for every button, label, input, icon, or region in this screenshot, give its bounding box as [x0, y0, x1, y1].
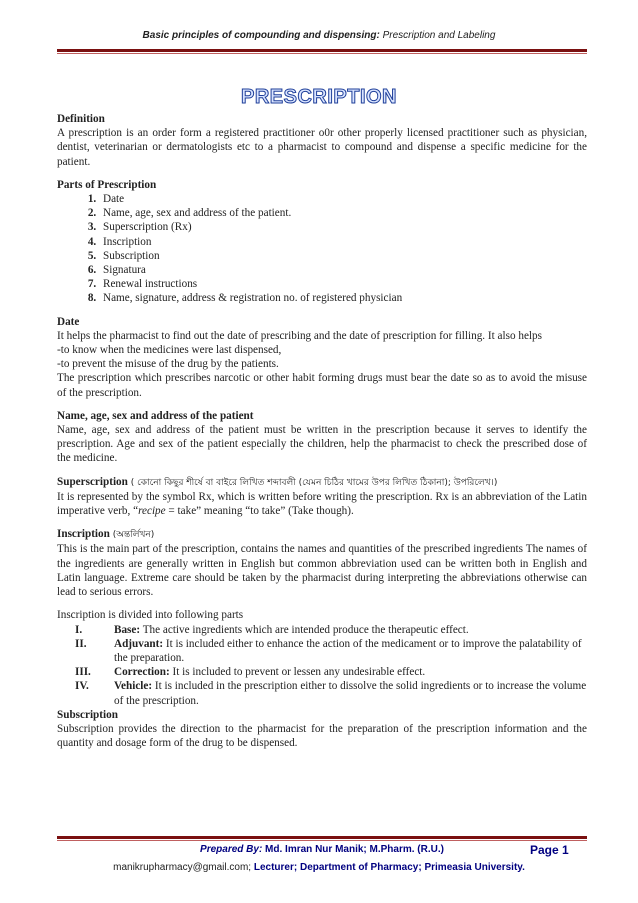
subscription-text: Subscription provides the direction to the pharmacist for the preparation of the prescription information and the quantity and dosage form of the drug to be dispensed.	[57, 722, 587, 750]
item-text: It is included to prevent or lessen any undesirable effect.	[169, 666, 426, 679]
item-number: II.	[75, 637, 87, 650]
page-title: PRESCRIPTION	[240, 86, 398, 108]
item-label: Vehicle:	[114, 680, 153, 693]
superscription-bengali: ( কোনো কিছুর শীর্ষে বা বাইরে লিখিত শব্দাবলী (যেমন চিঠির খামের উপর লিখিত ঠিকানা); উপরিলেখ।)	[127, 477, 498, 488]
list-item	[57, 637, 587, 665]
header-bold: Basic principles of compounding and dispensing:	[142, 30, 380, 41]
date-heading: Date	[57, 315, 80, 328]
inscription-heading-line	[57, 527, 587, 542]
date-line-1: It helps the pharmacist to find out the date of prescribing and the date of prescription for filling. It also helps	[57, 329, 542, 342]
superscription-text	[57, 490, 587, 518]
item-label: Correction:	[114, 666, 170, 679]
inscription-paragraph: This is the main part of the prescription, contains the names and quantities of the prescribed ingredients The names of the ingredients are generally written in English but common abbreviation used can be written both in English and Latin language. Extreme care should be taken by the pharmacist during interpreting the abbreviations otherwise can lead to serious errors.	[57, 543, 587, 599]
item-text: The active ingredients which are intended produce the therapeutic effect.	[140, 623, 469, 636]
definition-heading: Definition	[57, 113, 105, 125]
date-line-2: -to know when the medicines were last dispensed,	[57, 344, 282, 357]
prepared-name: Md. Imran Nur Manik; M.Pharm. (R.U.)	[262, 844, 444, 855]
header-rule-thin	[57, 53, 587, 54]
inscription-heading: Inscription	[57, 528, 110, 541]
patient-heading: Name, age, sex and address of the patient	[57, 409, 254, 422]
list-item	[57, 623, 587, 637]
document-body	[57, 112, 587, 750]
superscription-heading: Superscription	[57, 475, 128, 488]
item-number: IV.	[75, 680, 89, 693]
parts-list	[57, 192, 587, 306]
superscription-heading-line	[57, 475, 587, 490]
list-item: 8. Name, signature, address & registration no. of registered physician	[99, 291, 587, 305]
header-rest: Prescription and Labeling	[379, 30, 496, 41]
footer-org: Lecturer; Department of Pharmacy; Primeasia University.	[251, 862, 525, 873]
list-item: 6. Signatura	[99, 263, 587, 277]
item-number: III.	[75, 666, 91, 679]
superscription-text-b: = take” meaning “to take” (Take though).	[165, 505, 354, 518]
item-text: It is included either to enhance the action of the medicament or to improve the palatability of the preparation.	[114, 637, 582, 664]
inscription-parts-intro: Inscription is divided into following parts	[57, 609, 244, 622]
date-line-4: The prescription which prescribes narcotic or other habit forming drugs must bear the date so as to avoid the misuse of the prescription.	[57, 372, 587, 399]
list-item: 5. Subscription	[99, 249, 587, 263]
list-item: 1. Date	[99, 192, 587, 206]
footer-rule-thin	[57, 840, 587, 841]
subscription-heading: Subscription	[57, 708, 118, 721]
inscription-parts-list	[57, 623, 587, 708]
footer-prepared-by	[57, 844, 587, 855]
date-line-3: -to prevent the misuse of the drug by the patients.	[57, 358, 279, 371]
superscription-italic: recipe	[138, 505, 166, 518]
item-label: Adjuvant:	[114, 637, 164, 650]
footer-contact	[0, 862, 638, 873]
list-item: 4. Inscription	[99, 235, 587, 249]
item-label: Base:	[114, 623, 141, 636]
superscription-text-a: It is represented by the symbol Rx, which is written before writing the prescription. Rx is an abbreviation of the Latin imperative verb, “	[57, 490, 587, 518]
list-item: 7. Renewal instructions	[99, 277, 587, 291]
footer-rule	[57, 836, 587, 839]
running-header	[0, 30, 638, 41]
footer-email: manikrupharmacy@gmail.com;	[113, 862, 252, 873]
list-item: 2. Name, age, sex and address of the patient.	[99, 206, 587, 220]
item-text: It is included in the prescription either to dissolve the solid ingredients or to increase the volume of the prescription.	[114, 680, 587, 707]
list-item	[57, 665, 587, 679]
inscription-bengali: (অন্তর্লিখন)	[109, 530, 155, 541]
list-item	[57, 679, 587, 707]
header-rule	[57, 49, 587, 52]
patient-text: Name, age, sex and address of the patient must be written in the prescription because it serves to identify the prescription. Age and sex of the patient especially the children, help the pharmacist to check the prescribed dose of the medicine.	[57, 424, 587, 465]
list-item: 3. Superscription (Rx)	[99, 220, 587, 234]
page-number: Page 1	[530, 843, 569, 857]
parts-heading: Parts of Prescription	[57, 178, 157, 191]
item-number: I.	[75, 623, 83, 636]
prepared-label: Prepared By:	[200, 844, 263, 855]
definition-text: A prescription is an order form a registered practitioner o0r other properly licensed practitioner such as physician, dentist, veterinarian or dermatologists etc to a pharmacist to compound and dispense a specific medicine for the patient.	[57, 127, 587, 168]
